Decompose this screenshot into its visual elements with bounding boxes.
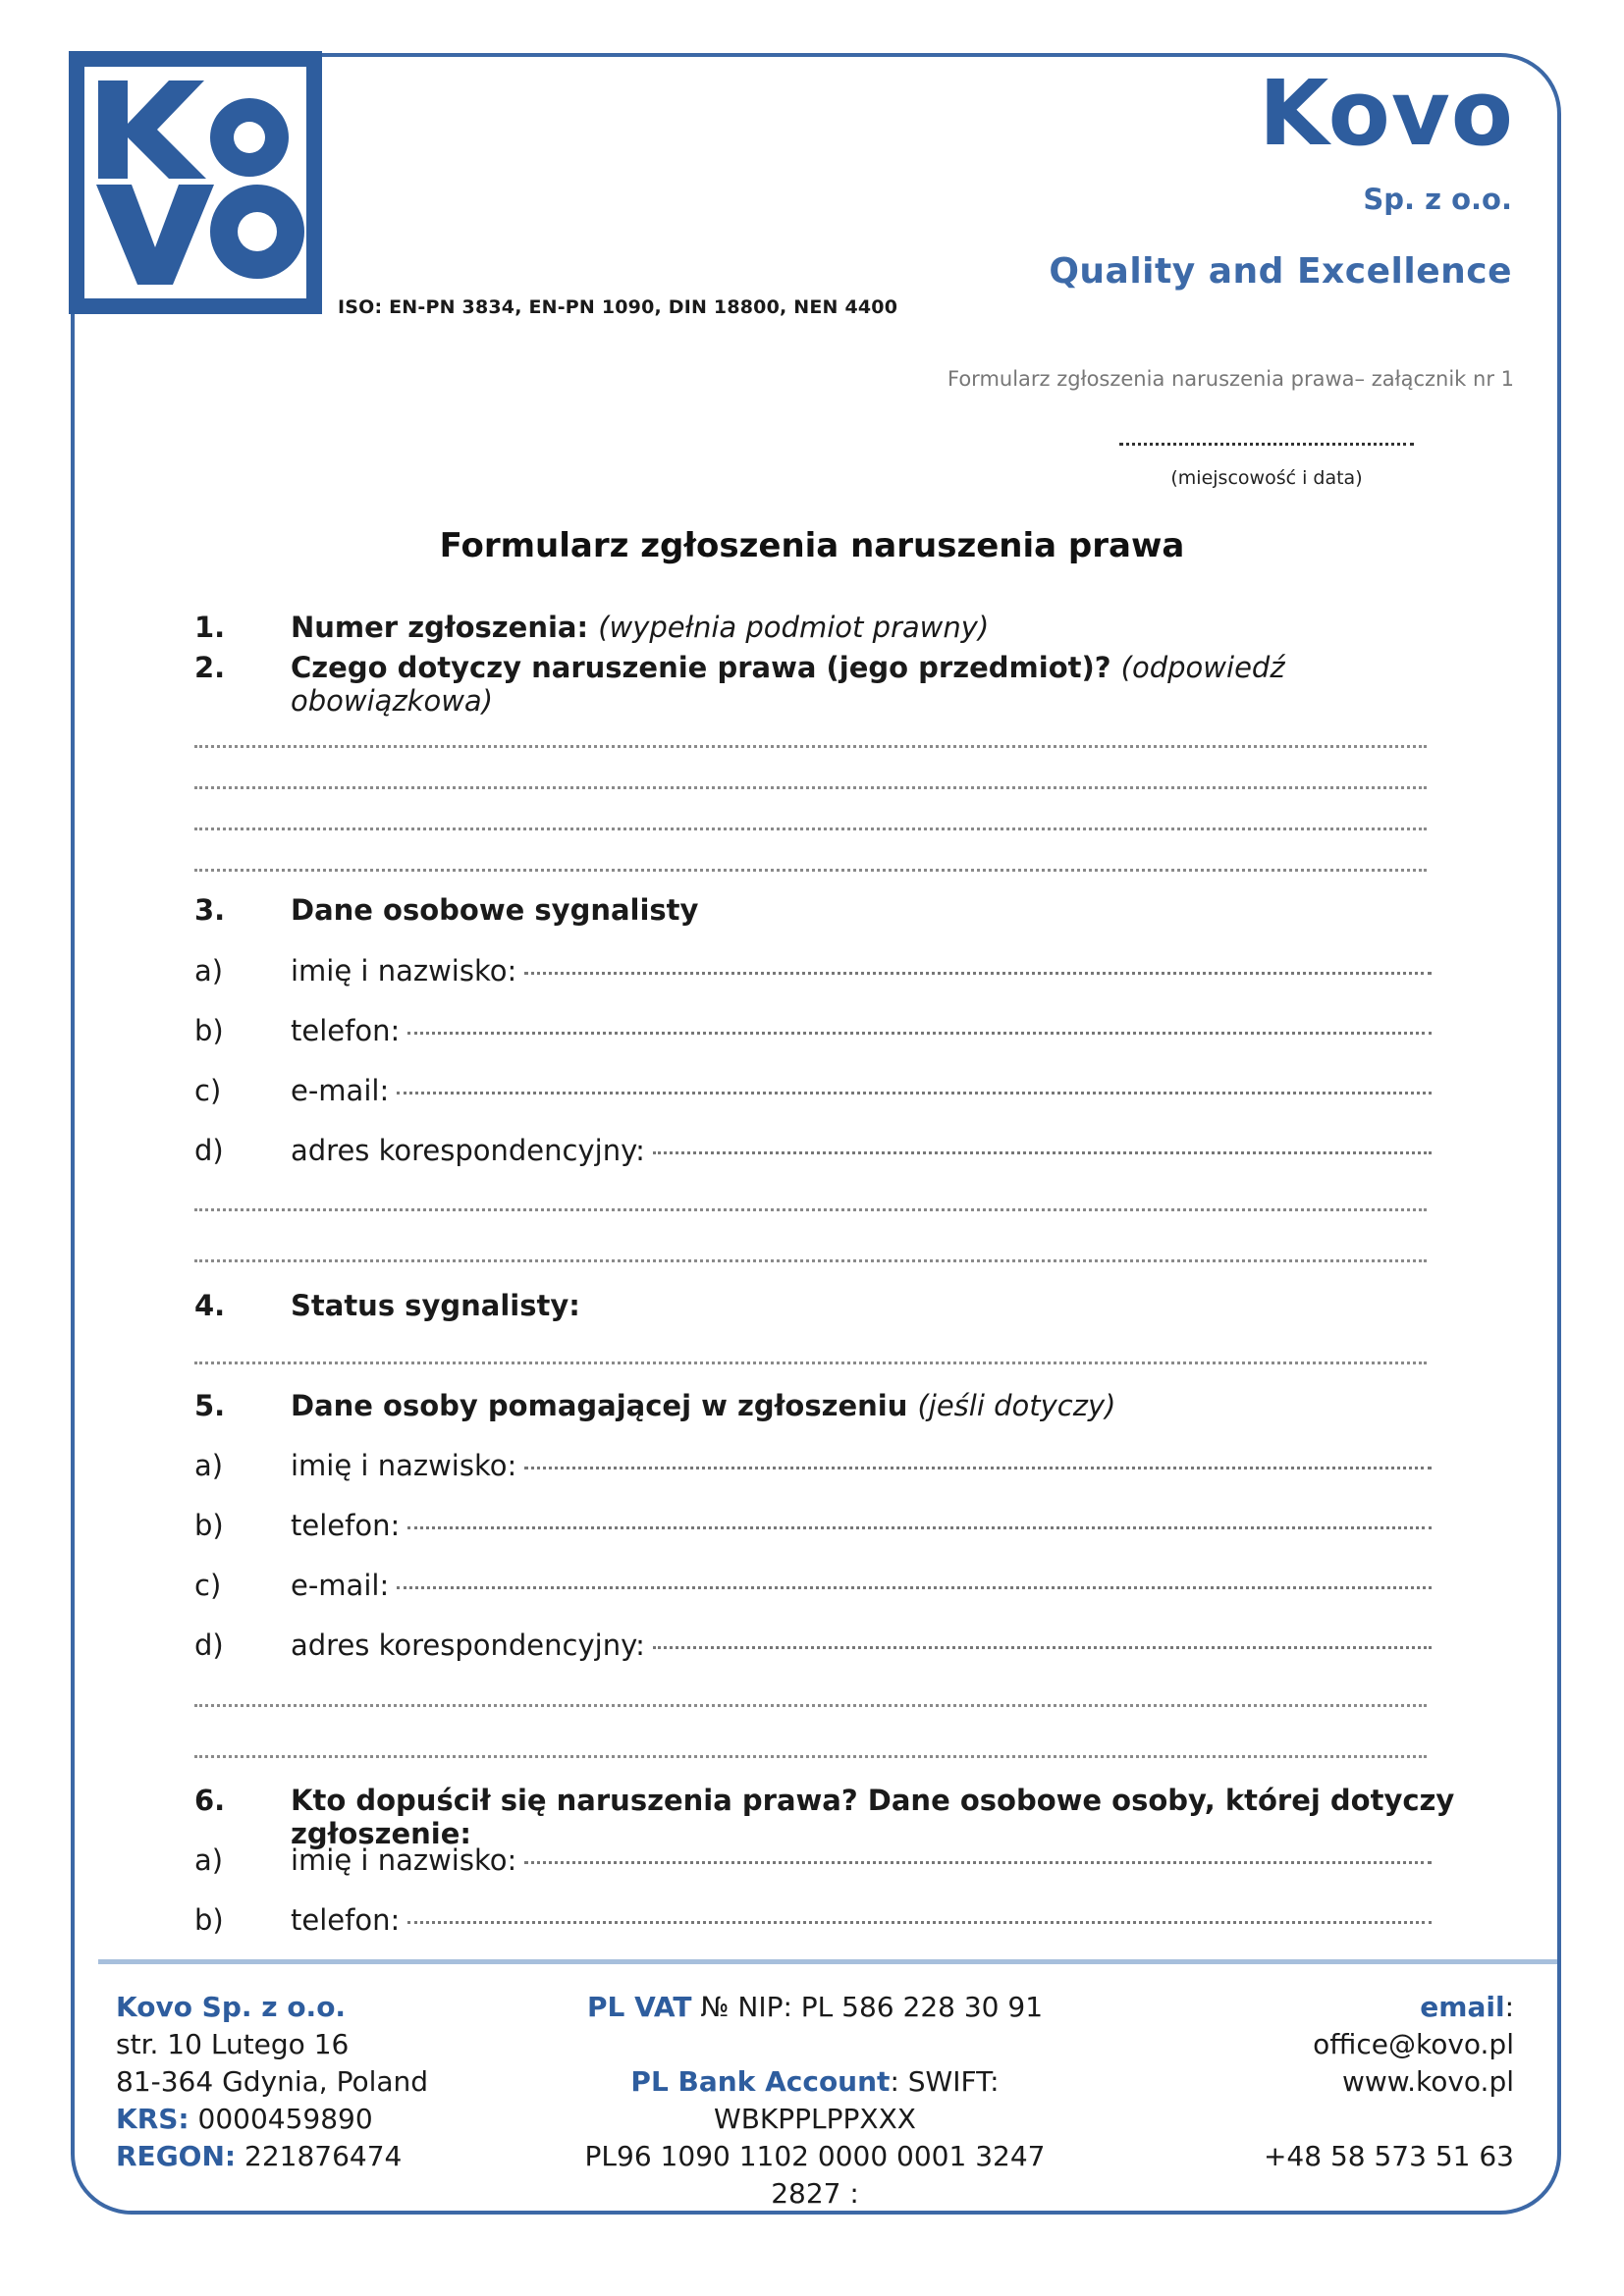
fill-line[interactable] (407, 1032, 1432, 1035)
field-name (194, 1449, 1432, 1488)
field-label: imię i nazwisko: (291, 1843, 517, 1877)
section-1 (194, 611, 1432, 650)
item-letter: d) (194, 1629, 224, 1662)
field-phone (194, 1509, 1432, 1548)
kovo-logo (84, 67, 306, 298)
answer-line[interactable] (194, 785, 1427, 789)
footer-company-info (116, 1989, 428, 2175)
brand-legal-form: Sp. z o.o. (1363, 183, 1512, 216)
field-phone (194, 1903, 1432, 1943)
fill-line[interactable] (653, 1151, 1432, 1154)
section-2 (194, 651, 1432, 718)
footer-regon: REGON: 221876474 (116, 2140, 403, 2172)
field-address (194, 1134, 1432, 1173)
section-label: Dane osoby pomagającej w zgłoszeniu (jeśli dotyczy) (291, 1389, 1116, 1422)
footer-bank: PL Bank Account: SWIFT: WBKPPLPPXXX (630, 2065, 1000, 2135)
answer-line[interactable] (194, 744, 1427, 748)
answer-line[interactable] (194, 1361, 1427, 1364)
field-name (194, 1843, 1432, 1883)
fill-line[interactable] (397, 1586, 1432, 1589)
brand-tagline: Quality and Excellence (1049, 251, 1512, 292)
place-date-field[interactable] (1119, 436, 1414, 446)
fill-line[interactable] (653, 1646, 1432, 1649)
brand-name: Kovo (1258, 61, 1514, 166)
footer-city: 81-364 Gdynia, Poland (116, 2065, 429, 2098)
field-label: imię i nazwisko: (291, 954, 517, 988)
field-address (194, 1629, 1432, 1668)
field-email (194, 1569, 1432, 1608)
section-number: 4. (194, 1289, 226, 1322)
item-letter: c) (194, 1569, 222, 1602)
section-label: Numer zgłoszenia: (wypełnia podmiot prawny) (291, 611, 990, 644)
section-label: Status sygnalisty: (291, 1289, 580, 1322)
field-label: adres korespondencyjny: (291, 1134, 645, 1167)
fill-line[interactable] (524, 972, 1432, 975)
answer-line[interactable] (194, 1703, 1427, 1707)
item-letter: d) (194, 1134, 224, 1167)
answer-line[interactable] (194, 827, 1427, 830)
section-4 (194, 1289, 1432, 1328)
footer-street: str. 10 Lutego 16 (116, 2028, 350, 2060)
field-phone (194, 1014, 1432, 1053)
item-letter: c) (194, 1074, 222, 1107)
section-label: Kto dopuścił się naruszenia prawa? Dane osobowe osoby, której dotyczy zgłoszenie: (291, 1784, 1455, 1850)
section-number: 6. (194, 1784, 226, 1817)
item-letter: b) (194, 1903, 224, 1937)
footer-phone: +48 58 573 51 63 (1263, 2140, 1514, 2172)
answer-line[interactable] (194, 1258, 1427, 1262)
section-number: 3. (194, 893, 226, 927)
footer-krs: KRS: 0000459890 (116, 2103, 373, 2135)
section-3 (194, 893, 1432, 933)
item-letter: b) (194, 1014, 224, 1047)
footer-contact (1264, 1989, 1514, 2175)
footer-email-label: email: (1420, 1991, 1514, 2023)
section-number: 5. (194, 1389, 226, 1422)
footer-company-name: Kovo Sp. z o.o. (116, 1991, 347, 2023)
footer-iban: PL96 1090 1102 0000 0001 3247 2827 : (584, 2140, 1046, 2210)
iso-certifications: ISO: EN-PN 3834, EN-PN 1090, DIN 18800, NEN 4400 (338, 296, 898, 318)
fill-line[interactable] (524, 1467, 1432, 1469)
field-name (194, 954, 1432, 993)
answer-line[interactable] (194, 868, 1427, 872)
field-label: imię i nazwisko: (291, 1449, 517, 1482)
footer-divider (98, 1959, 1557, 1964)
answer-line[interactable] (194, 1207, 1427, 1211)
section-6 (194, 1784, 1461, 1850)
footer-website[interactable]: www.kovo.pl (1341, 2065, 1514, 2098)
section-5 (194, 1389, 1432, 1428)
fill-line[interactable] (407, 1921, 1432, 1924)
footer-email[interactable]: office@kovo.pl (1313, 2028, 1514, 2060)
fill-line[interactable] (397, 1092, 1432, 1095)
footer-vat: PL VAT № NIP: PL 586 228 30 91 (586, 1991, 1044, 2023)
fill-line[interactable] (407, 1526, 1432, 1529)
field-label: e-mail: (291, 1569, 390, 1602)
section-label: Czego dotyczy naruszenie prawa (jego przedmiot)? (odpowiedź obowiązkowa) (291, 651, 1285, 718)
field-email (194, 1074, 1432, 1113)
document-title: Formularz zgłoszenia naruszenia prawa (439, 526, 1185, 565)
field-label: e-mail: (291, 1074, 390, 1107)
answer-line[interactable] (194, 1754, 1427, 1758)
footer-tax-bank (550, 1989, 1080, 2213)
item-letter: b) (194, 1509, 224, 1542)
fill-line[interactable] (524, 1861, 1432, 1864)
field-label: adres korespondencyjny: (291, 1629, 645, 1662)
section-label: Dane osobowe sygnalisty (291, 893, 699, 927)
item-letter: a) (194, 1843, 224, 1877)
section-number: 2. (194, 651, 226, 684)
place-date-label: (miejscowość i data) (1170, 467, 1363, 489)
field-label: telefon: (291, 1509, 401, 1542)
field-label: telefon: (291, 1014, 401, 1047)
item-letter: a) (194, 1449, 224, 1482)
form-reference: Formularz zgłoszenia naruszenia prawa– załącznik nr 1 (947, 367, 1514, 391)
item-letter: a) (194, 954, 224, 988)
section-number: 1. (194, 611, 226, 644)
field-label: telefon: (291, 1903, 401, 1937)
